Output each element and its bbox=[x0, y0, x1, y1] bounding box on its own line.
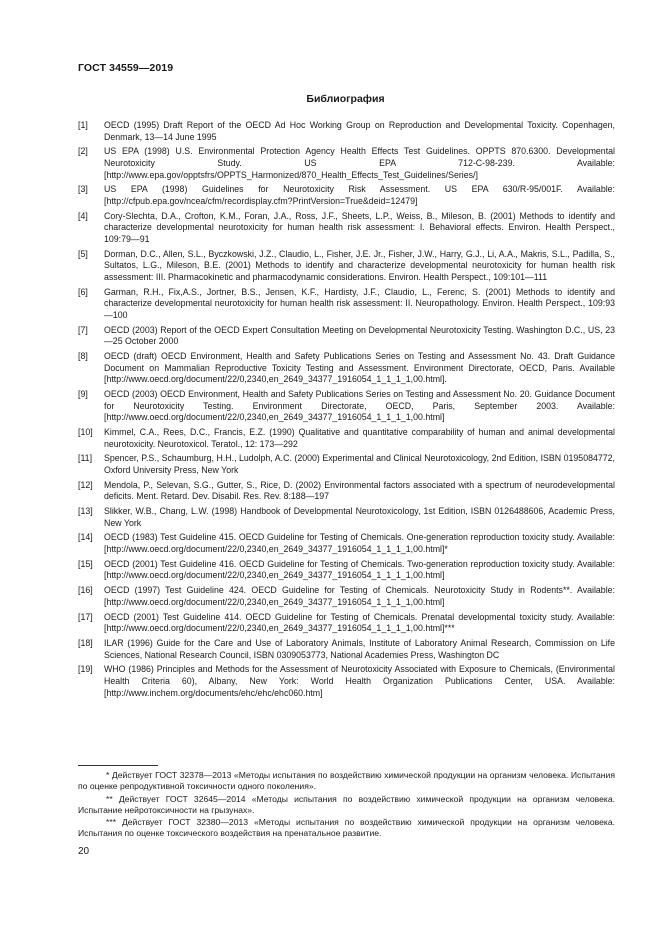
footnote: *** Действует ГОСТ 32380—2013 «Методы испытания по воздействию химической продукции на организм человека. Испытания по оценке токсического воздействия на пренатальное развитие. bbox=[78, 817, 615, 839]
footnote: ** Действует ГОСТ 32645—2014 «Методы испытания по воздействию химической продукции на организм человека. Испытание нейротоксичности на грызунах». bbox=[78, 793, 615, 815]
reference-item bbox=[78, 559, 615, 582]
reference-number: [2] bbox=[78, 146, 88, 157]
reference-text: Spencer, P.S., Schaumburg, H.H., Ludolph, A.C. (2000) Experimental and Clinical Neurotoxicology, 2nd Edition, ISBN 0195084772, Oxford University Press, New York bbox=[104, 453, 615, 475]
reference-text: OECD (draft) OECD Environment, Health and Safety Publications Series on Testing and Assessment No. 43. Draft Guidance Document on Mammalian Reproductive Toxicity Testing and Assessment. Environment Directorate, OECD, Paris. Available [http://www.oecd.org/document/22/0,2340,en_2649_34377_1916054_1_1_1_1,00.html]. bbox=[104, 351, 615, 385]
reference-number: [14] bbox=[78, 532, 93, 543]
reference-item bbox=[78, 146, 615, 181]
reference-text: OECD (2001) Test Guideline 416. OECD Guideline for Testing of Chemicals. Two-generation reproduction toxicity study. Available: [http://www.oecd.org/document/22/0,2340,en_2649_34377_1916054_1_1_1_1,00.html] bbox=[104, 558, 615, 581]
reference-number: [12] bbox=[78, 479, 93, 490]
reference-number: [5] bbox=[78, 248, 88, 259]
reference-number: [11] bbox=[78, 453, 93, 464]
reference-text: US EPA (1998) Guidelines for Neurotoxicity Risk Assessment. US EPA 630/R-95/001F. Available: [http://cfpub.epa.gov/ncea/cfm/recordisplay.cfm?PrintVersion=True&deid=12479] bbox=[104, 184, 615, 206]
reference-item bbox=[78, 249, 615, 284]
reference-item bbox=[78, 585, 615, 608]
reference-item bbox=[78, 664, 615, 699]
reference-item bbox=[78, 532, 615, 555]
reference-text: OECD (2001) Test Guideline 414. OECD Guideline for Testing of Chemicals. Prenatal developmental toxicity study. Available: [http://www.oecd.org/document/22/0,2340,en_2649_34377_1916054_1_1_1_1,00.html]*** bbox=[104, 611, 615, 634]
reference-list bbox=[78, 120, 615, 702]
reference-number: [3] bbox=[78, 184, 88, 195]
reference-item bbox=[78, 480, 615, 503]
bibliography-title: Библиография bbox=[306, 93, 385, 105]
reference-text: WHO (1986) Principles and Methods for the Assessment of Neurotoxicity Associated with Exposure to Chemicals, (Environmental Health Criteria 60), Albany, New York: World Health Organization Publications Center, USA. Available: [http://www.inchem.org/documents/ehc/ehc/ehc060.htm] bbox=[104, 664, 615, 698]
reference-number: [16] bbox=[78, 585, 93, 596]
reference-item bbox=[78, 184, 615, 207]
reference-number: [4] bbox=[78, 210, 88, 221]
reference-text: ILAR (1996) Guide for the Care and Use of Laboratory Animals, Institute of Laboratory Animal Research, Commission on Life Sciences, National Research Council, ISBN 0309053773, National Academies Press, Washington DC bbox=[104, 637, 615, 660]
footnote: * Действует ГОСТ 32378—2013 «Методы испытания по воздействию химической продукции на организм человека. Испытания по оценке репродуктивной токсичности одного поколения». bbox=[78, 770, 615, 792]
reference-item bbox=[78, 211, 615, 246]
reference-number: [18] bbox=[78, 637, 93, 648]
footnote-divider bbox=[78, 765, 158, 766]
reference-number: [1] bbox=[78, 120, 88, 130]
reference-item bbox=[78, 287, 615, 322]
reference-text: Dorman, D.C., Allen, S.L., Byczkowski, J.Z., Claudio, L., Fisher, J.E. Jr., Fisher, J.W., Harry, G.J., Li, A.A., Makris, S.L., Padilla, S., Sultatos, L.G., Mileson, B.E. (2001) Methods to identify and characterize developmental neurotoxicity for human health risk assessment: III. Pharmacokinetic and pharmacodynamic considerations. Environ. Health Perspect., 109:101—111 bbox=[104, 248, 615, 282]
document-code: ГОСТ 34559—2019 bbox=[78, 62, 174, 74]
reference-number: [7] bbox=[78, 324, 88, 335]
reference-text: OECD (1983) Test Guideline 415. OECD Guideline for Testing of Chemicals. One-generation reproduction toxicity study. Available: [http://www.oecd.org/document/22/0,2340,en_2649_34377_1916054_1_1_1_1,00.html]* bbox=[104, 532, 615, 555]
reference-item bbox=[78, 325, 615, 348]
reference-text: OECD (1995) Draft Report of the OECD Ad Hoc Working Group on Reproduction and Developmental Toxicity. Copenhagen, Denmark, 13—14 June 1995 bbox=[104, 120, 615, 142]
reference-item bbox=[78, 427, 615, 450]
page-number: 20 bbox=[78, 846, 90, 857]
reference-item bbox=[78, 120, 615, 143]
reference-item bbox=[78, 351, 615, 386]
reference-text: OECD (1997) Test Guideline 424. OECD Guideline for Testing of Chemicals. Neurotoxicity Study in Rodents**. Available: [http://www.oecd.org/document/22/0,2340,en_2649_34377_1916054_1_1_1_1,00.html] bbox=[104, 585, 615, 607]
reference-text: Garman, R.H., Fix,A.S., Jortner, B.S., Jensen, K.F., Hardisty, J.F., Claudio, L., Ferenc, S. (2001) Methods to identify and characterize developmental neurotoxicity for human health risk assessment: II. Neuropathology. Environ. Health Perspect., 109:93—100 bbox=[104, 286, 615, 320]
reference-number: [9] bbox=[78, 388, 88, 399]
reference-item bbox=[78, 453, 615, 476]
reference-text: Slikker, W.B., Chang, L.W. (1998) Handbook of Developmental Neurotoxicology, 1st Edition, ISBN 0126488606, Academic Press, New York bbox=[104, 506, 615, 528]
reference-item bbox=[78, 389, 615, 424]
reference-number: [17] bbox=[78, 611, 93, 622]
reference-number: [6] bbox=[78, 286, 88, 297]
reference-number: [8] bbox=[78, 351, 88, 361]
reference-text: Cory-Slechta, D.A., Crofton, K.M., Foran, J.A., Ross, J.F., Sheets, L.P., Weiss, B., Mileson, B. (2001) Methods to identify and characterize developmental neurotoxicity for human health risk assessment: I. Behavioral effects. Environ. Health Perspect., 109:79—91 bbox=[104, 210, 615, 244]
reference-text: OECD (2003) Report of the OECD Expert Consultation Meeting on Developmental Neurotoxicity Testing. Washington D.C., US, 23—25 October 2000 bbox=[104, 324, 615, 347]
reference-number: [15] bbox=[78, 558, 93, 569]
reference-number: [10] bbox=[78, 426, 93, 437]
reference-item bbox=[78, 612, 615, 635]
reference-item bbox=[78, 506, 615, 529]
reference-number: [19] bbox=[78, 664, 93, 675]
reference-text: Mendola, P., Selevan, S.G., Gutter, S., Rice, D. (2002) Environmental factors associated with a spectrum of neurodevelopmental deficits. Ment. Retard. Dev. Disabil. Res. Rev. 8:188—197 bbox=[104, 479, 615, 502]
footnotes bbox=[78, 770, 615, 841]
reference-number: [13] bbox=[78, 506, 93, 517]
reference-text: Kimmel, C.A., Rees, D.C., Francis, E.Z. (1990) Qualitative and quantitative comparability of human and animal developmental neurotoxicity. Neurotoxicol. Teratol., 12: 173—292 bbox=[104, 426, 615, 449]
reference-text: OECD (2003) OECD Environment, Health and Safety Publications Series on Testing and Assessment No. 20. Guidance Document for Neurotoxicity Testing. Environment Directorate, OECD, Paris, September 2003. Available: [http://www.oecd.org/document/22/0,2340,en_2649_34377_1916054_1_1_1_1,00.html] bbox=[104, 388, 615, 423]
reference-text: US EPA (1998) U.S. Environmental Protection Agency Health Effects Test Guidelines. OPPTS 870.6300. Developmental Neurotoxicity Study. US EPA 712-C-98-239. Available: [http://www.epa.gov/opptsfrs/OPPTS_Harmonized/870_Health_Effects_Test_Guidelines/Series/] bbox=[104, 146, 615, 180]
reference-item bbox=[78, 638, 615, 661]
